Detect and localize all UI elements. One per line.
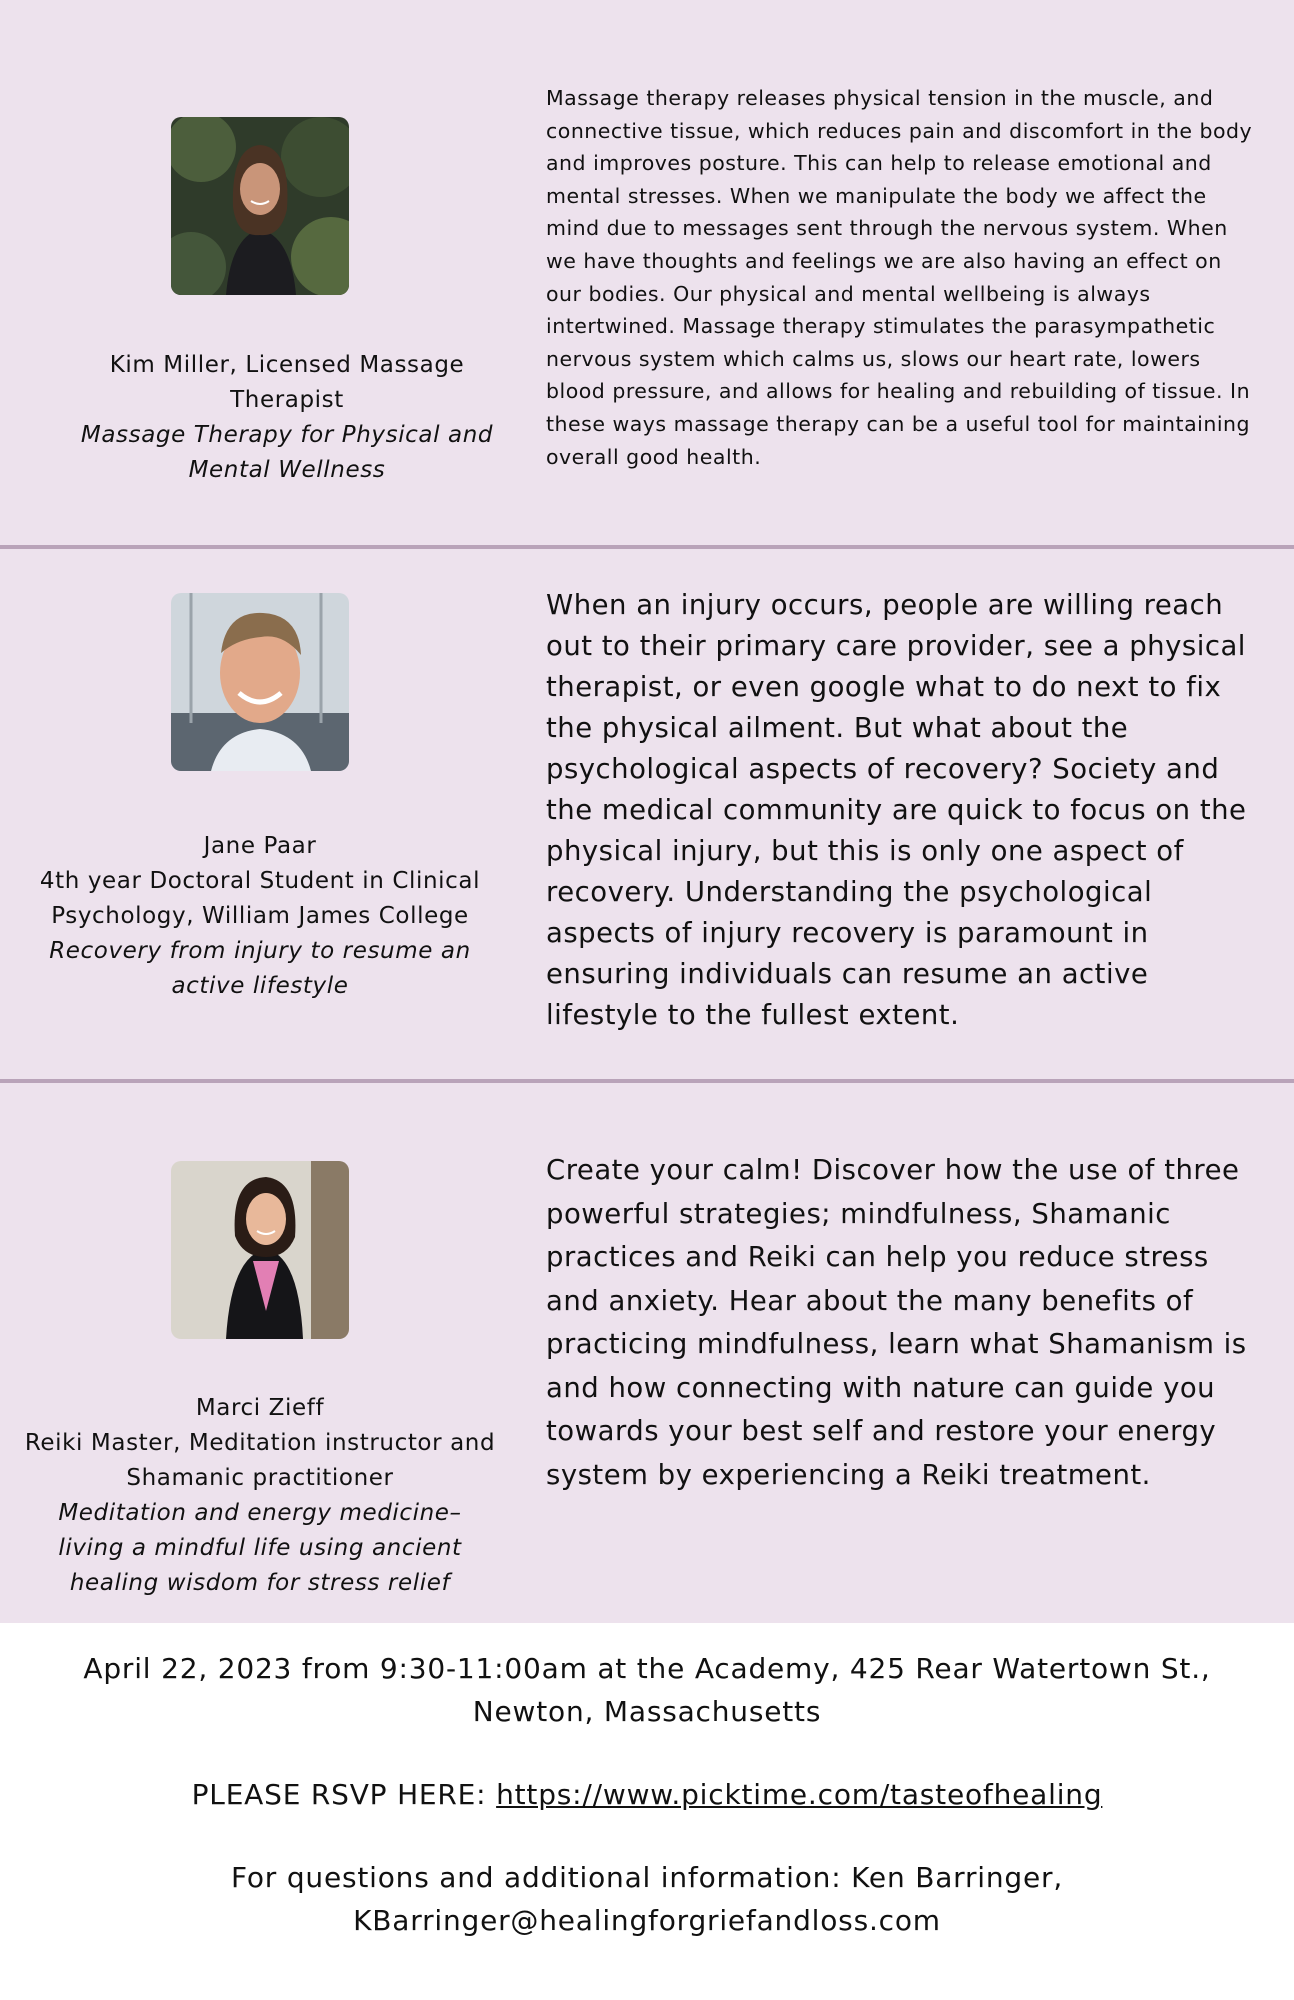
speaker-description: Create your calm! Discover how the use of three powerful strategies; mindfulness, Shamanic practices and Reiki can help you reduce stress and anxiety. Hear about the many benefits of practicing mindfulness, learn what Shamanism is and how connecting with nature can guide you towards your best self and restore your energy system by experiencing a Reiki treatment. [546, 1154, 1247, 1491]
speaker-description: When an injury occurs, people are willing reach out to their primary care provider, see a physical therapist, or even google what to do next to fix the physical ailment. But what about the psychological aspects of recovery? Society and the medical community are quick to focus on the physical injury, but this is only one aspect of recovery. Understanding the psychological aspects of injury recovery is paramount in ensuring individuals can resume an active lifestyle to the fullest extent. [546, 589, 1247, 1031]
speaker-description: Massage therapy releases physical tension in the muscle, and connective tissue, which reduces pain and discomfort in the body and improves posture. This can help to release emotional and mental stresses. When we manipulate the body we affect the mind due to messages sent through the nervous system. When we have thoughts and feelings we are also having an effect on our bodies. Our physical and mental wellbeing is always intertwined. Massage therapy stimulates the parasympathetic nervous system which calms us, slows our heart rate, lowers blood pressure, and allows for healing and rebuilding of tissue. In these ways massage therapy can be a useful tool for maintaining overall good health. [546, 86, 1253, 469]
speaker-info-marci [22, 1391, 498, 1601]
speaker-section-1 [0, 0, 1294, 545]
speaker-name: Jane Paar [203, 833, 317, 859]
rsvp-line [70, 1773, 1224, 1816]
speaker-photo-marci [171, 1161, 349, 1339]
speaker-name: Marci Zieff [195, 1395, 325, 1421]
event-footer [0, 1623, 1294, 1942]
rsvp-label: PLEASE RSVP HERE: [191, 1778, 497, 1811]
contact-label: For questions and additional information: [230, 1861, 842, 1894]
rsvp-link[interactable]: https://www.picktime.com/tasteofhealing [496, 1778, 1103, 1811]
portrait-photo-icon [171, 593, 349, 771]
contact-name: Ken Barringer, [841, 1861, 1064, 1894]
portrait-photo-icon [171, 117, 349, 295]
contact-email: KBarringer@healingforgriefandloss.com [353, 1904, 941, 1937]
speaker-topic: Recovery from injury to resume an active lifestyle [49, 938, 471, 999]
speaker-role: 4th year Doctoral Student in Clinical Psychology, William James College [39, 868, 481, 929]
speaker-section-3 [0, 1083, 1294, 1623]
speaker-topic: Massage Therapy for Physical and Mental Wellness [80, 422, 494, 483]
speaker-section-2 [0, 549, 1294, 1079]
speaker-role: Reiki Master, Meditation instructor and Shamanic practitioner [24, 1430, 496, 1491]
speaker-photo-jane [171, 593, 349, 771]
speaker-info-kim [62, 348, 512, 488]
speaker-name: Kim Miller, Licensed Massage Therapist [109, 352, 465, 413]
contact-line [70, 1856, 1224, 1942]
speaker-info-jane [22, 829, 498, 1004]
speaker-photo-kim [171, 117, 349, 295]
event-details: April 22, 2023 from 9:30-11:00am at the Academy, 425 Rear Watertown St., Newton, Massachusetts [83, 1652, 1211, 1728]
speaker-topic: Meditation and energy medicine– living a mindful life using ancient healing wisdom for stress relief [58, 1500, 462, 1596]
portrait-photo-icon [171, 1161, 349, 1339]
